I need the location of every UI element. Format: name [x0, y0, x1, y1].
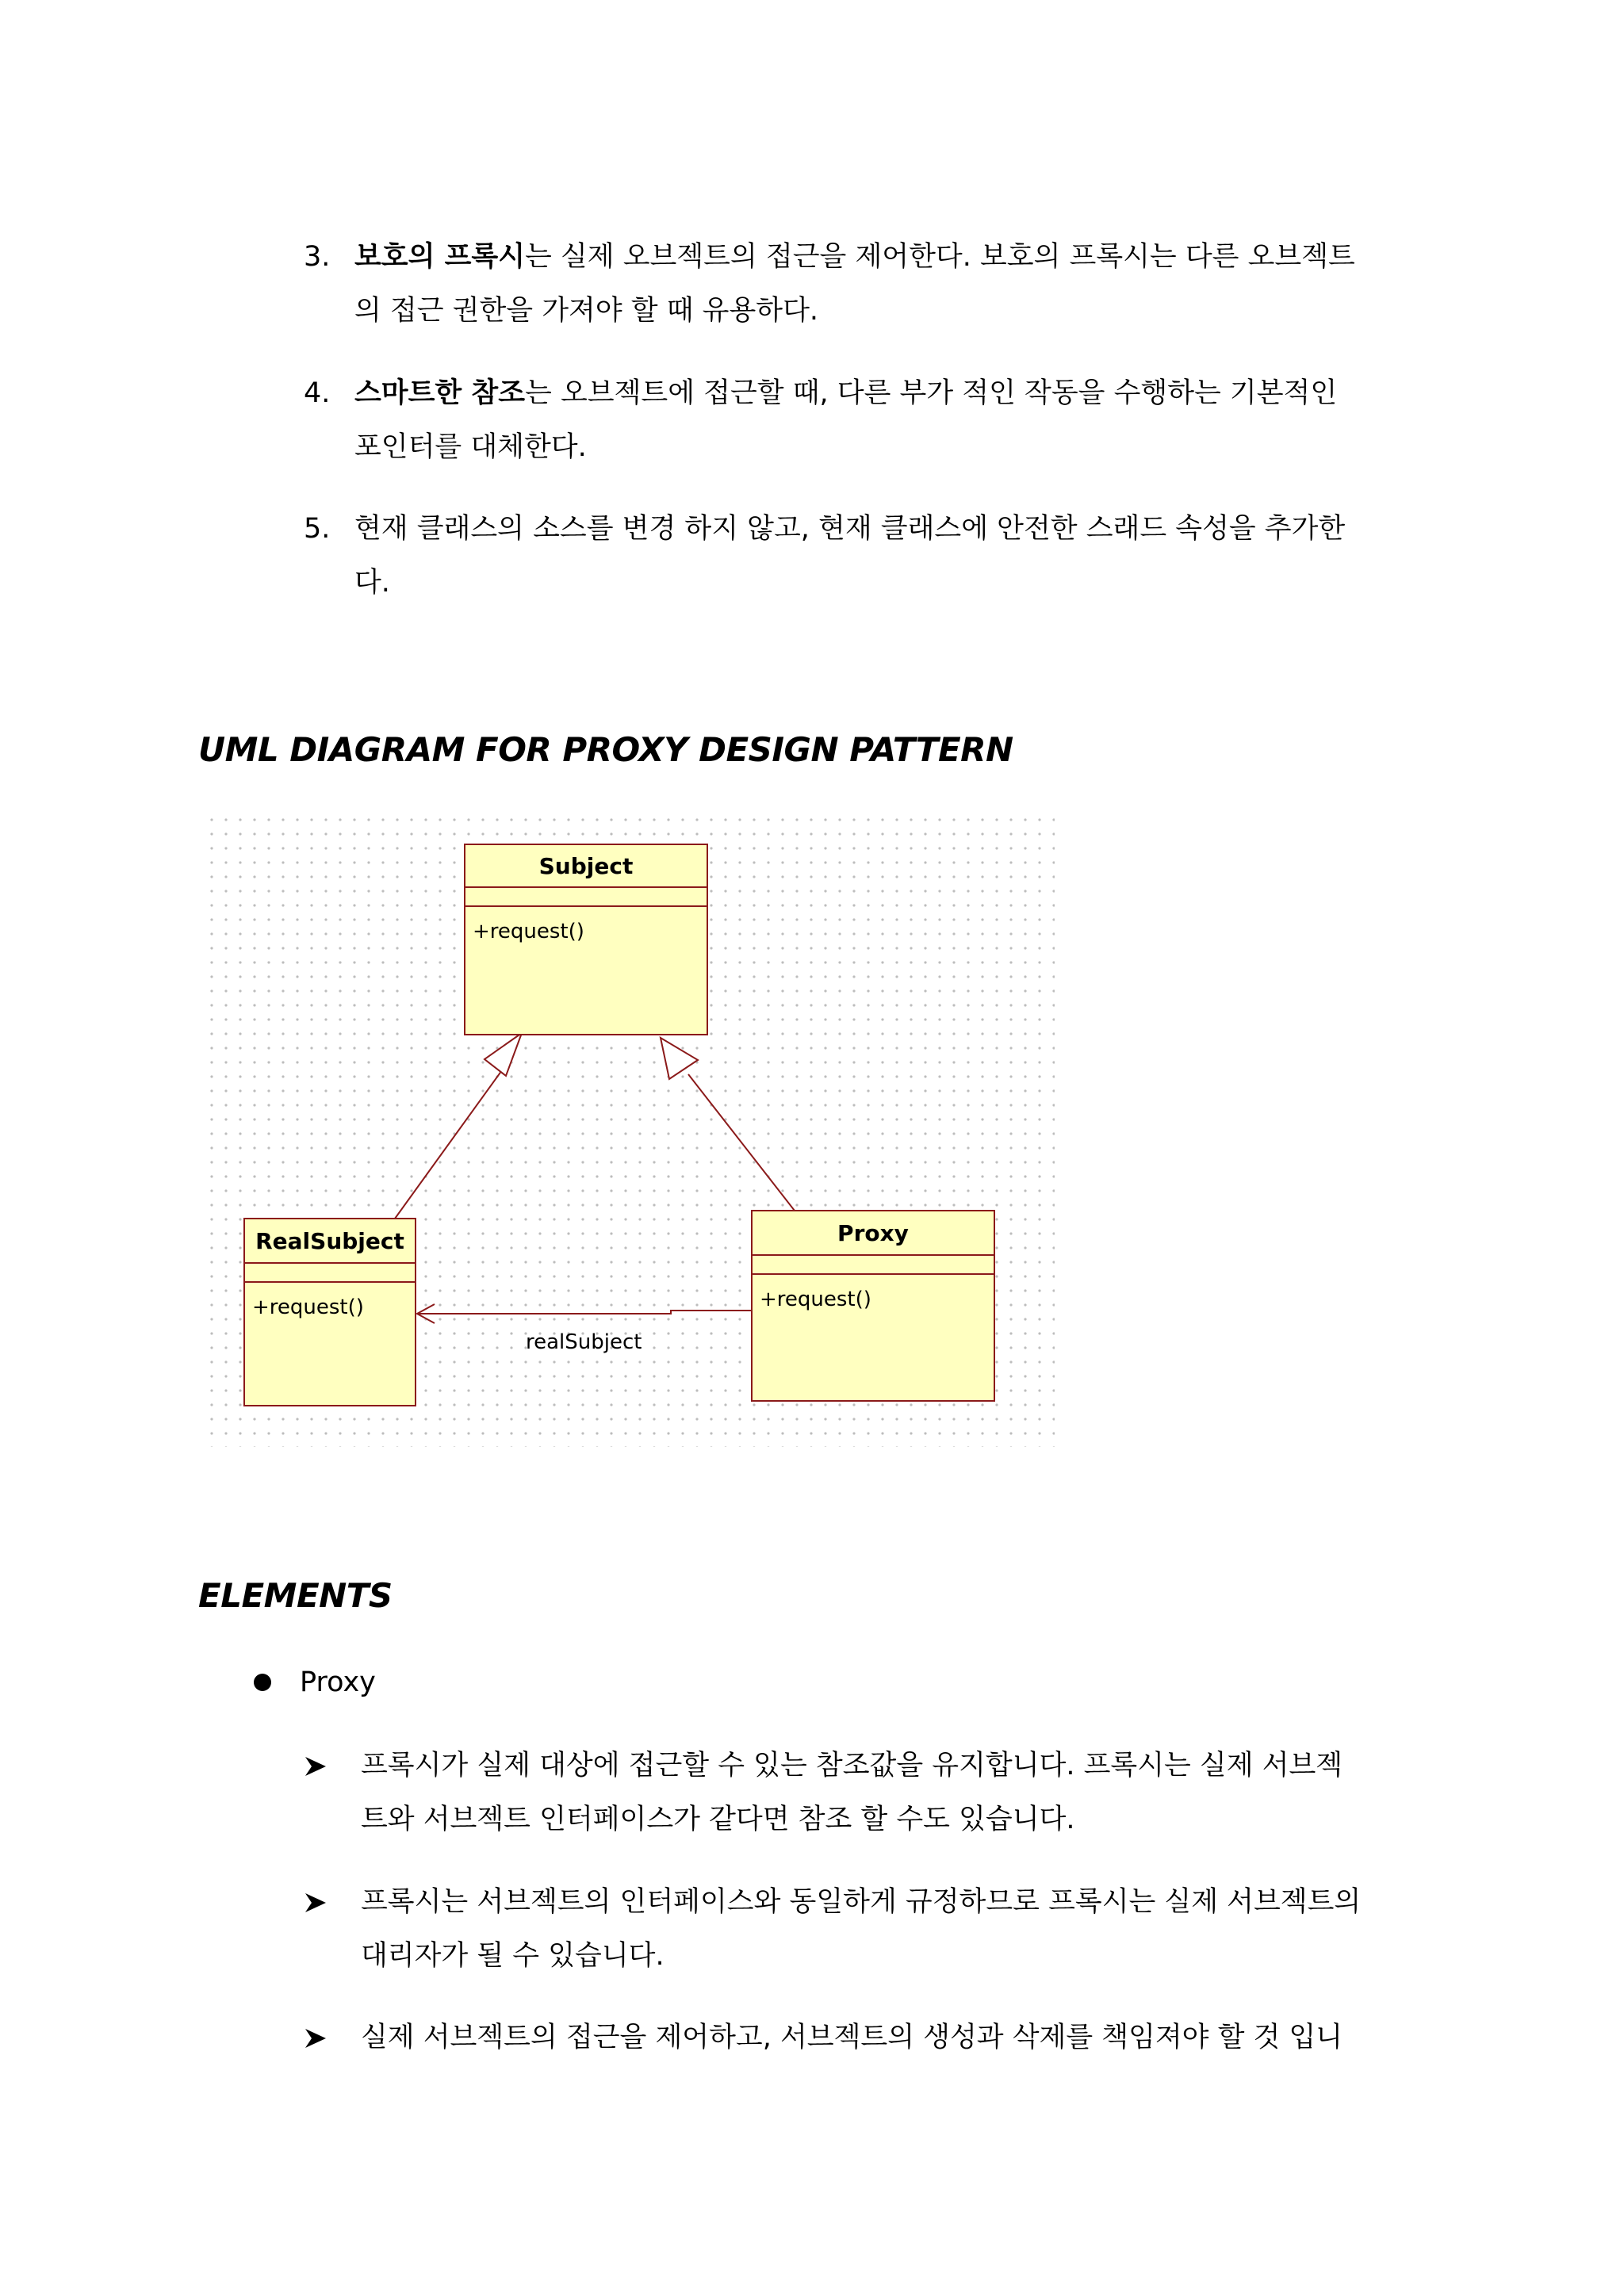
element-item	[361, 2011, 1428, 2064]
proxy-class-name: Proxy	[837, 1220, 909, 1246]
list-number-5: 5.	[304, 513, 331, 545]
list-number-3: 3.	[304, 241, 331, 273]
list-item-3-term: 보호의 프록시	[354, 241, 526, 273]
subject-method: +request()	[473, 920, 584, 943]
element-item-line: 프록시가 실제 대상에 접근할 수 있는 참조값을 유지합니다. 프록시는 실제 서브젝	[361, 1750, 1343, 1781]
subject-class	[465, 844, 707, 1035]
list-item-4-text: 는 오브젝트에 접근할 때, 다른 부가 적인 작동을 수행하는 기본적인	[525, 377, 1338, 409]
list-item-5	[354, 502, 1428, 610]
list-item-5-text: 현재 클래스의 소스를 변경 하지 않고, 현재 클래스에 안전한 스래드 속성을 추가한	[354, 513, 1346, 545]
list-item-3-text-cont: 의 접근 권한을 가져야 할 때 유용하다.	[354, 295, 819, 327]
list-item-4-term: 스마트한 참조	[354, 377, 526, 409]
arrow-bullet-icon	[304, 1891, 327, 1915]
element-item-line: 실제 서브젝트의 접근을 제어하고, 서브젝트의 생성과 삭제를 책임져야 할 것 입니	[361, 2022, 1343, 2053]
association-label: realSubject	[526, 1330, 642, 1354]
realsubject-class-name: RealSubject	[255, 1228, 404, 1254]
list-item-4	[354, 366, 1428, 474]
uml-diagram	[205, 813, 1055, 1447]
arrow-bullet-icon	[304, 2026, 327, 2050]
list-number-4: 4.	[304, 377, 331, 409]
proxy-method: +request()	[760, 1288, 871, 1311]
list-item-5-text-cont: 다.	[354, 567, 390, 599]
element-item-line-cont: 트와 서브젝트 인터페이스가 같다면 참조 할 수도 있습니다.	[361, 1804, 1075, 1835]
element-item	[361, 1739, 1428, 1846]
bullet-proxy: Proxy	[300, 1667, 376, 1698]
arrow-bullet-icon	[304, 1755, 327, 1778]
realsubject-method: +request()	[252, 1295, 364, 1319]
element-item-line-cont: 대리자가 될 수 있습니다.	[361, 1940, 665, 1972]
subject-class-name: Subject	[538, 853, 634, 879]
elements-heading: ELEMENTS	[198, 1576, 393, 1615]
realsubject-class	[244, 1219, 416, 1406]
element-item	[361, 1875, 1428, 1983]
list-item-3	[354, 230, 1428, 338]
list-item-3-text: 는 실제 오브젝트의 접근을 제어한다. 보호의 프록시는 다른 오브젝트	[525, 241, 1355, 273]
uml-heading: UML DIAGRAM FOR PROXY DESIGN PATTERN	[198, 730, 1013, 769]
list-item-4-text-cont: 포인터를 대체한다.	[354, 431, 587, 463]
bullet-dot-icon	[254, 1674, 271, 1691]
proxy-class	[752, 1211, 994, 1401]
element-item-line: 프록시는 서브젝트의 인터페이스와 동일하게 규정하므로 프록시는 실제 서브젝트의	[361, 1886, 1362, 1918]
